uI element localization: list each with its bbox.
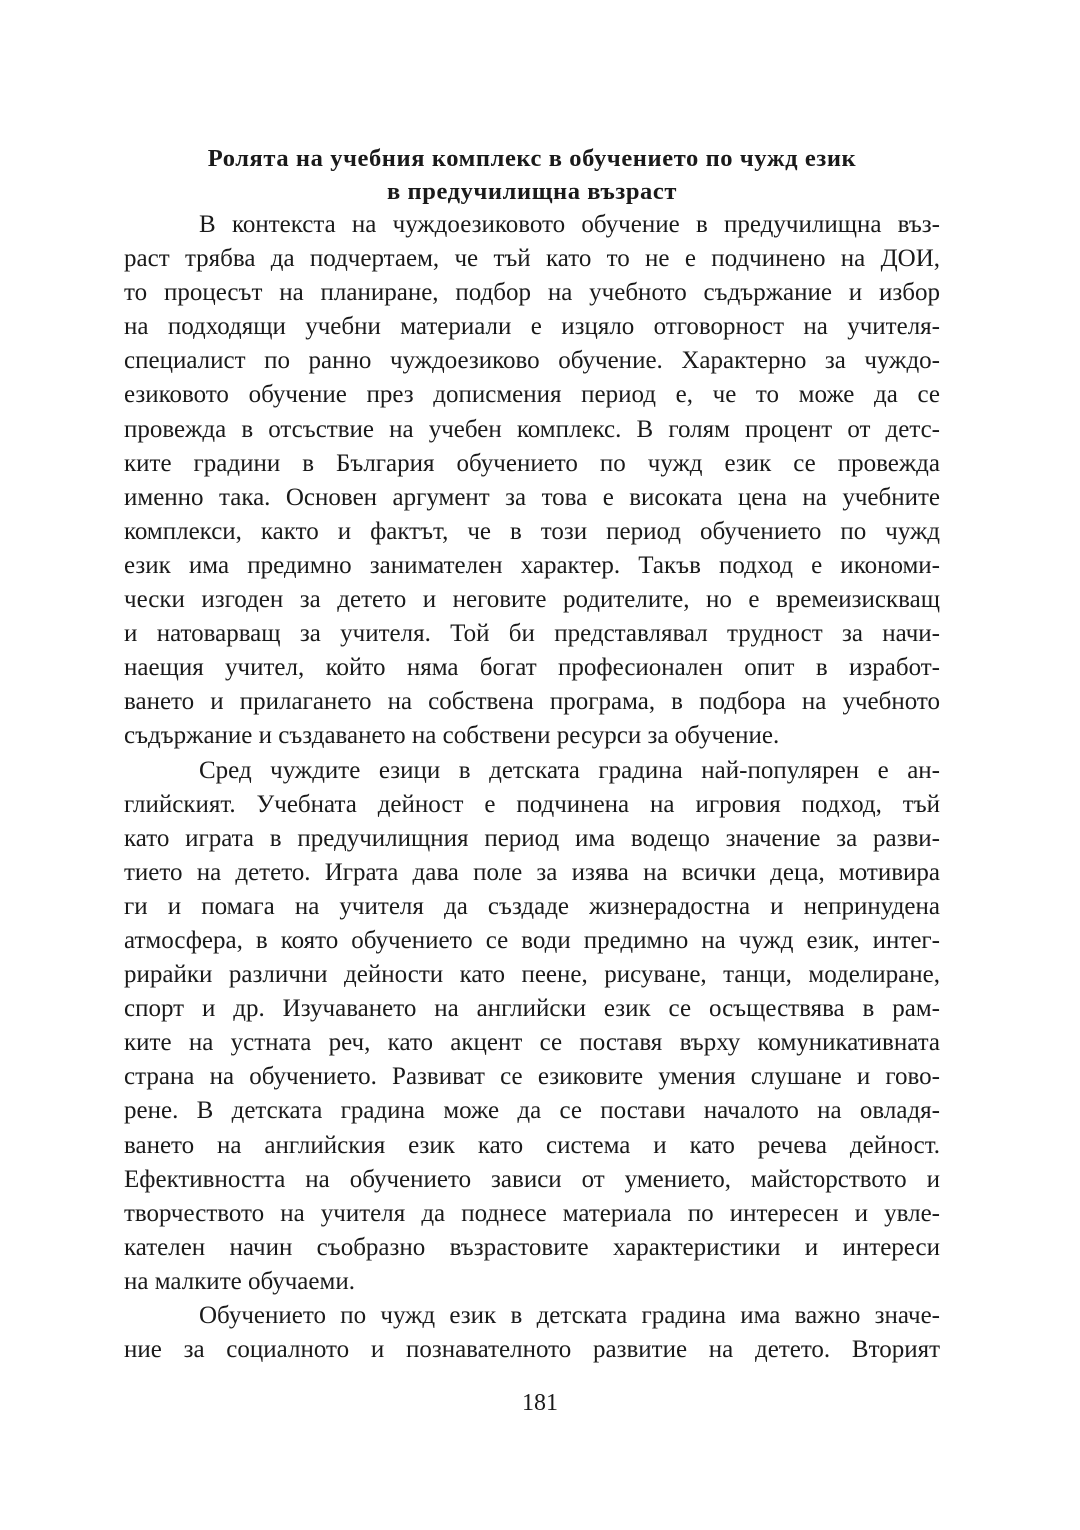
text-line: ги и помага на учителя да създаде жизнерадостна и непринудена bbox=[124, 892, 940, 920]
page-number: 181 bbox=[522, 1390, 558, 1416]
text-line: ването и прилагането на собствена програма, в подбора на учебното bbox=[124, 688, 940, 716]
text-line: Сред чуждите езици в детската градина най-популярен е ан- bbox=[199, 756, 940, 784]
text-line: езиковото обучение през дописмения период е, че то може да се bbox=[124, 381, 940, 409]
text-line: творчеството на учителя да поднесе материала по интересен и увле- bbox=[124, 1199, 940, 1227]
text-line: то процесът на планиране, подбор на учебното съдържание и избор bbox=[124, 279, 940, 307]
section-title bbox=[124, 142, 940, 208]
text-line: ние за социалното и познавателното развитие на детето. Вторият bbox=[124, 1336, 940, 1364]
text-line: провежда в отсъствие на учебен комплекс. В голям процент от детс- bbox=[124, 415, 940, 443]
title-line: в предучилищна възраст bbox=[387, 178, 677, 205]
text-line: спорт и др. Изучаването на английски език се осъществява в рам- bbox=[124, 995, 940, 1023]
text-line: наещия учител, който няма богат професионален опит в изработ- bbox=[124, 654, 940, 682]
text-line: страна на обучението. Развиват се езиковите умения слушане и гово- bbox=[124, 1063, 940, 1091]
text-line: комплекси, както и фактът, че в този период обучението по чужд bbox=[124, 517, 940, 545]
text-line: тието на детето. Играта дава поле за изява на всички деца, мотивира bbox=[124, 858, 940, 886]
text-line: специалист по ранно чуждоезиково обучение. Характерно за чуждо- bbox=[124, 347, 940, 375]
text-line: именно така. Основен аргумент за това е високата цена на учебните bbox=[124, 483, 940, 511]
text-line: на подходящи учебни материали е изцяло отговорност на учителя- bbox=[124, 313, 940, 341]
text-line: език има предимно занимателен характер. Такъв подход е икономи- bbox=[124, 551, 940, 579]
text-line: ките градини в България обучението по чужд език се провежда bbox=[124, 449, 940, 477]
text-line: рирайки различни дейности като пеене, рисуване, танци, моделиране, bbox=[124, 961, 940, 989]
body-text bbox=[124, 208, 940, 1367]
text-line: чески изгоден за детето и неговите родителите, но е времеизискващ bbox=[124, 586, 940, 614]
text-line: ките на устната реч, като акцент се поставя върху комуникативната bbox=[124, 1029, 940, 1057]
text-line: В контекста на чуждоезиковото обучение в предучилищна въз- bbox=[199, 211, 940, 238]
text-line: рене. В детската градина може да се постави началото на овладя- bbox=[124, 1097, 940, 1125]
text-line: Ефективността на обучението зависи от умението, майсторството и bbox=[124, 1165, 940, 1193]
text-line: кателен начин съобразно възрастовите характеристики и интереси bbox=[124, 1233, 940, 1261]
text-line: на малките обучаеми. bbox=[124, 1267, 355, 1295]
text-line: глийският. Учебната дейност е подчинена на игровия подход, тъй bbox=[124, 790, 940, 818]
text-line: Обучението по чужд език в детската градина има важно значе- bbox=[199, 1302, 940, 1329]
text-line: ването на английския език като система и като речева дейност. bbox=[124, 1131, 940, 1159]
text-line: атмосфера, в която обучението се води предимно на чужд език, интег- bbox=[124, 926, 940, 954]
text-line: съдържание и създаването на собствени ресурси за обучение. bbox=[124, 722, 780, 750]
title-line: Ролята на учебния комплекс в обучението по чужд език bbox=[207, 145, 857, 172]
text-line: раст трябва да подчертаем, че тъй като то не е подчинено на ДОИ, bbox=[124, 245, 940, 273]
text-line: като играта в предучилищния период има водещо значение за разви- bbox=[124, 824, 940, 852]
text-line: и натоварващ за учителя. Той би представлявал трудност за начи- bbox=[124, 620, 940, 648]
page-content bbox=[124, 142, 940, 1367]
